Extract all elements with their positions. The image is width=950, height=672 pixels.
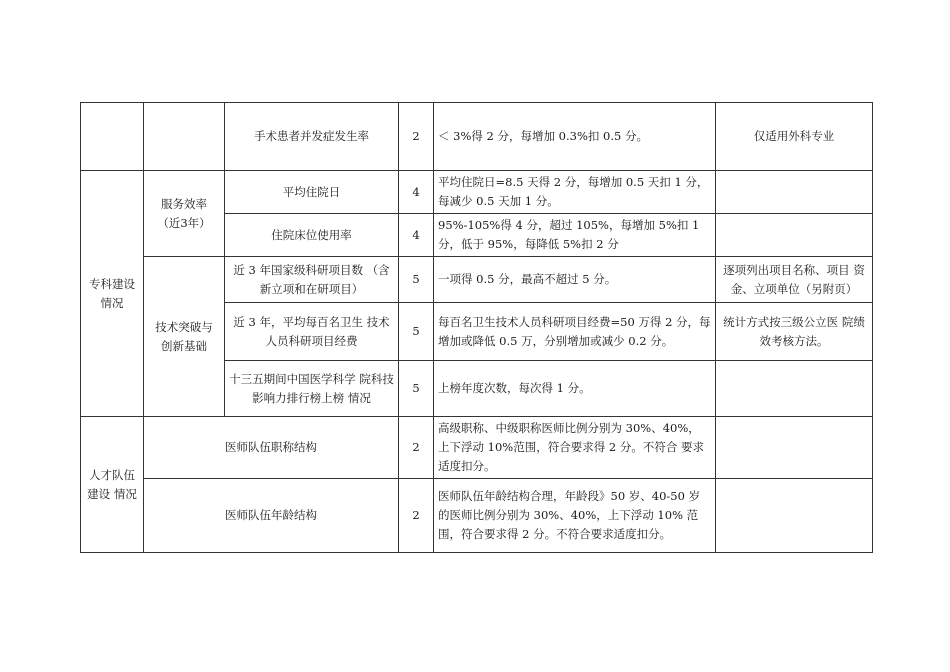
table-row: [81, 479, 873, 553]
item-cell: 近 3 年国家级科研项目数 （含新立项和在研项目）: [225, 257, 399, 303]
section-talent: 人才队伍建设 情况: [81, 417, 144, 553]
score-cell: 4: [399, 214, 434, 257]
rule-cell: 高级职称、中级职称医师比例分别为 30%、40%， 上下浮动 10%范围，符合要求得 2 分。不符合 要求适度扣分。: [434, 417, 716, 479]
rule-cell: 医师队伍年龄结构合理，年龄段》50 岁、40-50 岁的医师比例分别为 30%、40%，上下浮动 10% 范围，符合要求得 2 分。不符合要求适度扣分。: [434, 479, 716, 553]
subsection-service: 服务效率 （近3年）: [144, 171, 225, 257]
item-cell: 近 3 年，平均每百名卫生 技术人员科研项目经费: [225, 303, 399, 361]
table-row: [81, 257, 873, 303]
score-cell: 5: [399, 361, 434, 417]
score-cell: 2: [399, 417, 434, 479]
score-cell: 5: [399, 257, 434, 303]
score-cell: 4: [399, 171, 434, 214]
rule-cell: 平均住院日=8.5 天得 2 分，每增加 0.5 天扣 1 分，每减少 0.5 天加 1 分。: [434, 171, 716, 214]
table-row: [81, 103, 873, 171]
subsection-tech: 技术突破与 创新基础: [144, 257, 225, 417]
table-row: [81, 171, 873, 214]
rule-cell: 95%-105%得 4 分，超过 105%，每增加 5%扣 1 分，低于 95%，每降低 5%扣 2 分: [434, 214, 716, 257]
rule-cell: 每百名卫生技术人员科研项目经费=50 万得 2 分，每增加或降低 0.5 万，分别增加或减少 0.2 分。: [434, 303, 716, 361]
item-cell: 十三五期间中国医学科学 院科技影响力排行榜上榜 情况: [225, 361, 399, 417]
item-cell: 医师队伍职称结构: [144, 417, 399, 479]
section-cell-empty: [81, 103, 144, 171]
subsection-cell-empty: [144, 103, 225, 171]
item-cell: 住院床位使用率: [225, 214, 399, 257]
note-cell: 逐项列出项目名称、项目 资金、立项单位（另附页）: [716, 257, 873, 303]
score-cell: 2: [399, 479, 434, 553]
note-cell: 统计方式按三级公立医 院绩效考核方法。: [716, 303, 873, 361]
score-cell: 5: [399, 303, 434, 361]
score-cell: 2: [399, 103, 434, 171]
item-cell: 平均住院日: [225, 171, 399, 214]
note-cell: [716, 417, 873, 479]
item-cell: 手术患者并发症发生率: [225, 103, 399, 171]
note-cell: [716, 361, 873, 417]
rule-cell: 一项得 0.5 分，最高不超过 5 分。: [434, 257, 716, 303]
note-cell: [716, 479, 873, 553]
item-cell: 医师队伍年龄结构: [144, 479, 399, 553]
section-specialty: 专科建设情况: [81, 171, 144, 417]
rule-cell: 上榜年度次数，每次得 1 分。: [434, 361, 716, 417]
note-cell: 仅适用外科专业: [716, 103, 873, 171]
evaluation-table: [80, 102, 873, 553]
note-cell: [716, 171, 873, 214]
rule-cell: ＜ 3%得 2 分，每增加 0.3%扣 0.5 分。: [434, 103, 716, 171]
table-row: [81, 417, 873, 479]
note-cell: [716, 214, 873, 257]
